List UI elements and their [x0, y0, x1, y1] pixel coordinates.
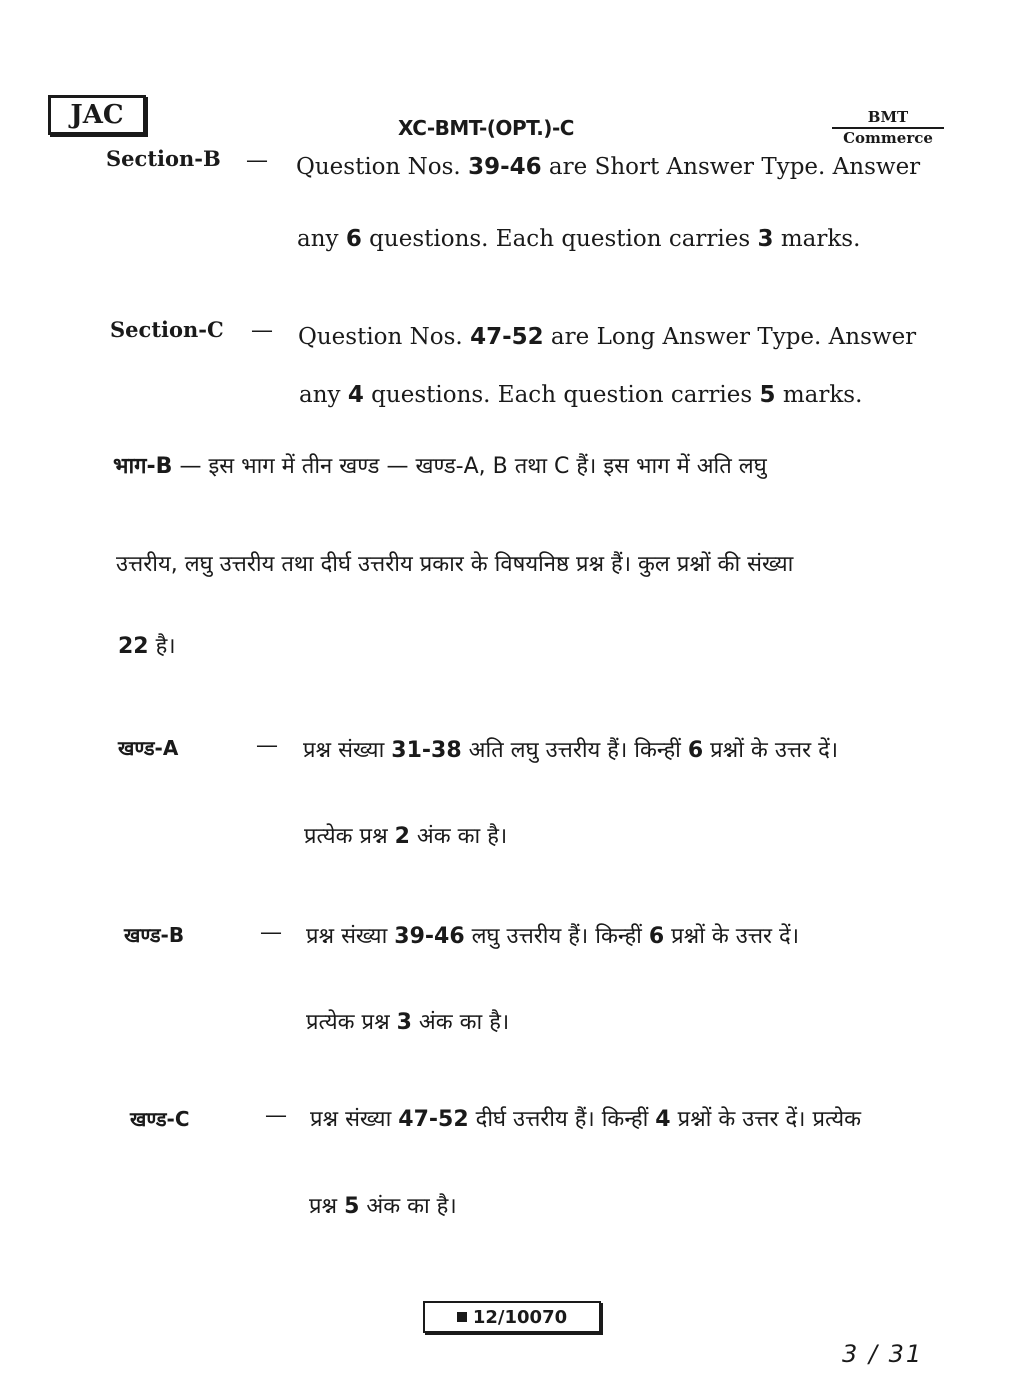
text: प्रश्नों के उत्तर दें।: [664, 924, 800, 949]
jac-badge: [48, 95, 146, 135]
part-b-line-2: उत्तरीय, लघु उत्तरीय तथा दीर्घ उत्तरीय प्रकार के विषयनिष्ठ प्रश्न हैं। कुल प्रश्नों की संख्या: [116, 552, 794, 577]
subject-code: BMT: [832, 108, 944, 129]
khand-b-line-1: [306, 920, 799, 950]
text: marks.: [775, 382, 863, 408]
text: questions. Each question carries: [363, 382, 760, 408]
text: दीर्घ उत्तरीय हैं। किन्हीं: [468, 1107, 656, 1132]
text: any: [299, 382, 348, 408]
question-range: 47-52: [470, 324, 544, 350]
answer-count: 6: [648, 924, 665, 949]
section-b-line-2: [297, 226, 860, 252]
text: any: [297, 226, 346, 252]
section-b-label: Section-B: [106, 146, 221, 171]
khand-c-line-2: [309, 1190, 457, 1220]
text: अति लघु उत्तरीय हैं। किन्हीं: [461, 738, 688, 763]
text: प्रत्येक प्रश्न: [304, 824, 395, 849]
answer-count: 4: [655, 1107, 671, 1132]
text: Question Nos.: [298, 324, 471, 350]
text: प्रश्न: [309, 1194, 345, 1219]
text: अंक का है।: [411, 1010, 510, 1035]
question-range: 39-46: [394, 924, 465, 949]
question-range: 31-38: [391, 738, 462, 763]
text: अंक का है।: [359, 1194, 457, 1219]
paper-code: XC-BMT-(OPT.)-C: [398, 116, 574, 140]
text: प्रश्न संख्या: [306, 924, 395, 949]
page-id-box: [423, 1301, 601, 1333]
section-c-label: Section-C: [110, 317, 224, 342]
khand-a-line-1: [303, 734, 838, 764]
marks-value: 2: [394, 824, 410, 849]
text: प्रश्नों के उत्तर दें।: [703, 738, 839, 763]
marks-value: 5: [344, 1194, 360, 1219]
text: प्रश्न संख्या: [310, 1107, 399, 1132]
answer-count: 4: [347, 382, 364, 408]
text: marks.: [773, 226, 861, 252]
khand-c-dash: —: [265, 1103, 287, 1128]
text: — इस भाग में तीन खण्ड — खण्ड-A, B तथा C हैं। इस भाग में अति लघु: [172, 454, 767, 479]
khand-b-line-2: [306, 1006, 509, 1036]
total-questions: 22: [118, 634, 149, 659]
text: questions. Each question carries: [361, 226, 758, 252]
section-c-line-2: [299, 382, 862, 408]
text: प्रत्येक प्रश्न: [306, 1010, 397, 1035]
subject-name: Commerce: [843, 129, 933, 147]
text: are Long Answer Type. Answer: [543, 324, 917, 350]
marks-value: 5: [759, 382, 776, 408]
text: प्रश्नों के उत्तर दें। प्रत्येक: [670, 1107, 862, 1132]
text: are Short Answer Type. Answer: [541, 154, 921, 180]
khand-c-line-1: [310, 1103, 861, 1133]
section-c-line-1: [298, 324, 916, 350]
text: अंक का है।: [409, 824, 508, 849]
page-number: 3 / 31: [842, 1340, 924, 1368]
text: है।: [148, 634, 176, 659]
question-range: 39-46: [468, 154, 542, 180]
marks-value: 3: [396, 1010, 412, 1035]
page-id: 12/10070: [472, 1306, 568, 1328]
khand-a-label: खण्ड-A: [118, 736, 179, 760]
answer-count: 6: [345, 226, 362, 252]
khand-b-label: खण्ड-B: [124, 923, 185, 947]
section-b-line-1: [296, 154, 920, 180]
khand-a-dash: —: [256, 733, 278, 758]
part-b-line-1: [113, 450, 767, 480]
text: Question Nos.: [296, 154, 469, 180]
part-b-label: भाग-B: [113, 454, 173, 479]
subject-block: [832, 108, 944, 147]
question-range: 47-52: [398, 1107, 469, 1132]
black-square-icon: [457, 1312, 467, 1322]
section-b-dash: —: [246, 148, 268, 173]
section-c-dash: —: [251, 318, 273, 343]
answer-count: 6: [687, 738, 704, 763]
text: प्रश्न संख्या: [303, 738, 392, 763]
khand-a-line-2: [304, 820, 507, 850]
khand-b-dash: —: [260, 920, 282, 945]
marks-value: 3: [757, 226, 774, 252]
khand-c-label: खण्ड-C: [130, 1107, 190, 1131]
part-b-line-3: [118, 630, 176, 660]
jac-badge-text: JAC: [70, 100, 124, 130]
text: लघु उत्तरीय हैं। किन्हीं: [464, 924, 649, 949]
